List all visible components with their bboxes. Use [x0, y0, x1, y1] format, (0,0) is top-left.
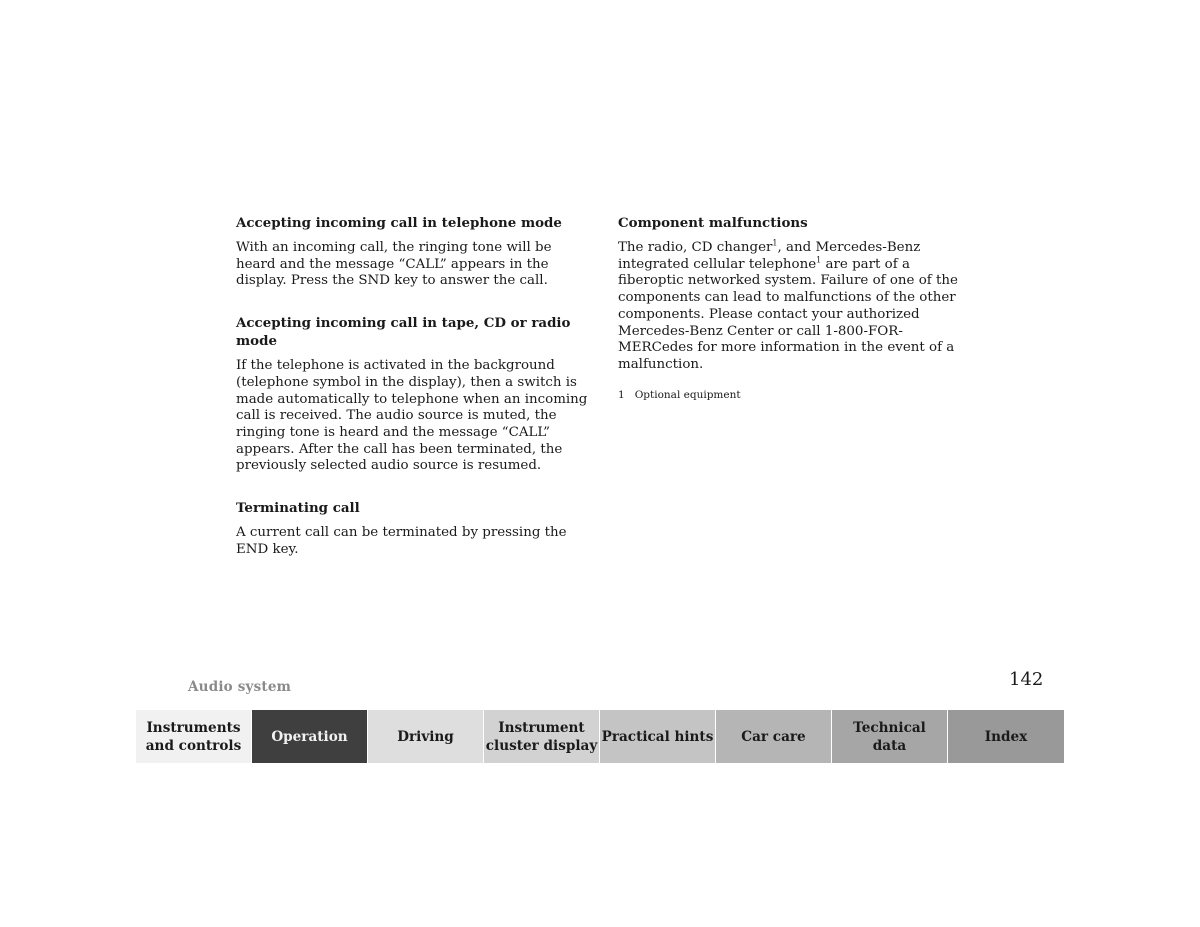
tab-driving[interactable]: Driving	[368, 710, 484, 763]
body-text-part-3: are part of a fiberoptic networked system. Failure of one of the components can lead to malfunctions of the other components. Please contact your authorized Mercedes-Benz Center or call 1-800-FOR-MERCedes for more information in the event of a malfunction.	[618, 256, 958, 372]
tab-instruments-and-controls[interactable]: Instruments and controls	[136, 710, 252, 763]
tab-car-care[interactable]: Car care	[716, 710, 832, 763]
left-column	[236, 214, 588, 558]
chapter-tab-bar	[136, 710, 1064, 763]
section-heading-terminating-call: Terminating call	[236, 500, 360, 517]
section-body-component-malfunctions	[618, 240, 970, 374]
tab-index[interactable]: Index	[948, 710, 1064, 763]
section-body-telephone-mode: With an incoming call, the ringing tone will be heard and the message “CALL” appears in the display. Press the SND key to answer the call.	[236, 240, 552, 289]
footnote-text: Optional equipment	[634, 388, 741, 401]
tab-practical-hints[interactable]: Practical hints	[600, 710, 716, 763]
section-heading-telephone-mode: Accepting incoming call in telephone mode	[236, 215, 562, 231]
body-text-part-2: , and Mercedes-Benz integrated cellular telephone	[618, 240, 921, 272]
tab-instrument-cluster-display[interactable]: Instrument cluster display	[484, 710, 600, 763]
body-text-part-1: The radio, CD changer	[618, 240, 773, 255]
footnote-reference: 1	[816, 255, 822, 265]
page-number: 142	[1009, 669, 1044, 690]
footnote-marker: 1	[618, 388, 625, 401]
section-body-tape-cd-radio-mode: If the telephone is activated in the background (telephone symbol in the display), then a switch is made automatically to telephone when an incoming call is received. The audio source is muted, the ringing tone is heard and the message “CALL” appears. After the call has been terminated, the previously selected audio source is resumed.	[236, 358, 588, 474]
section-label: Audio system	[188, 679, 292, 695]
section-heading-tape-cd-radio-mode: Accepting incoming call in tape, CD or radio mode	[236, 315, 571, 350]
footnote	[618, 388, 970, 402]
section-heading-component-malfunctions: Component malfunctions	[618, 215, 808, 231]
tab-technical-data[interactable]: Technical data	[832, 710, 948, 763]
right-column	[618, 214, 970, 402]
section-body-terminating-call: A current call can be terminated by pressing the END key.	[236, 525, 567, 557]
tab-operation[interactable]: Operation	[252, 710, 368, 763]
footnote-reference: 1	[772, 238, 778, 248]
